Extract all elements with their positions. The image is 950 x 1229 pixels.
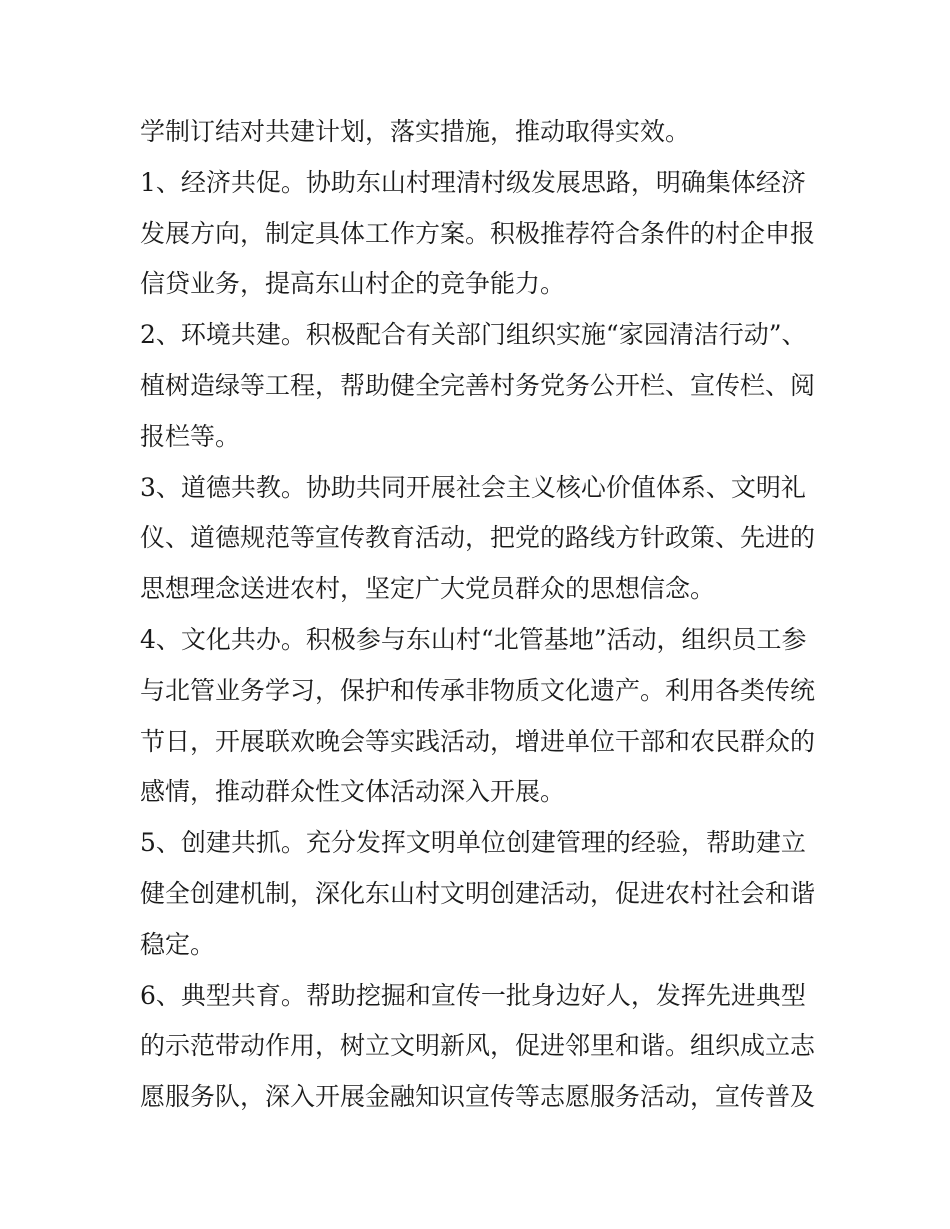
text-line: 愿服务队，深入开展金融知识宣传等志愿服务活动，宣传普及	[140, 1082, 816, 1112]
text-line: 节日，开展联欢晚会等实践活动，增进单位干部和农民群众的	[140, 726, 816, 756]
text-line: 报栏等。	[140, 421, 241, 451]
text-line: 信贷业务，提高东山村企的竞争能力。	[140, 269, 566, 299]
text-line: 植树造绿等工程，帮助健全完善村务党务公开栏、宣传栏、阅	[140, 370, 816, 400]
text-line: 与北管业务学习，保护和传承非物质文化遗产。利用各类传统	[140, 675, 816, 705]
text-line: 2、环境共建。积极配合有关部门组织实施“家园清洁行动”、	[140, 320, 807, 350]
text-line: 3、道德共教。协助共同开展社会主义核心价值体系、文明礼	[140, 472, 806, 502]
text-line: 仪、道德规范等宣传教育活动，把党的路线方针政策、先进的	[140, 523, 816, 553]
body-text	[140, 107, 820, 1123]
text-line: 感情，推动群众性文体活动深入开展。	[140, 777, 566, 807]
text-line: 5、创建共抓。充分发挥文明单位创建管理的经验，帮助建立	[140, 828, 806, 858]
text-line: 稳定。	[140, 929, 216, 959]
text-line: 的示范带动作用，树立文明新风，促进邻里和谐。组织成立志	[140, 1031, 816, 1061]
text-line: 4、文化共办。积极参与东山村“北管基地”活动，组织员工参	[140, 624, 807, 654]
text-line: 思想理念送进农村，坚定广大党员群众的思想信念。	[140, 574, 716, 604]
text-line: 发展方向，制定具体工作方案。积极推荐符合条件的村企申报	[140, 218, 816, 248]
text-line: 学制订结对共建计划，落实措施，推动取得实效。	[140, 117, 691, 146]
text-line: 健全创建机制，深化东山村文明创建活动，促进农村社会和谐	[140, 878, 816, 908]
text-line: 1、经济共促。协助东山村理清村级发展思路，明确集体经济	[140, 167, 806, 197]
text-line: 6、典型共育。帮助挖掘和宣传一批身边好人，发挥先进典型	[140, 980, 806, 1010]
